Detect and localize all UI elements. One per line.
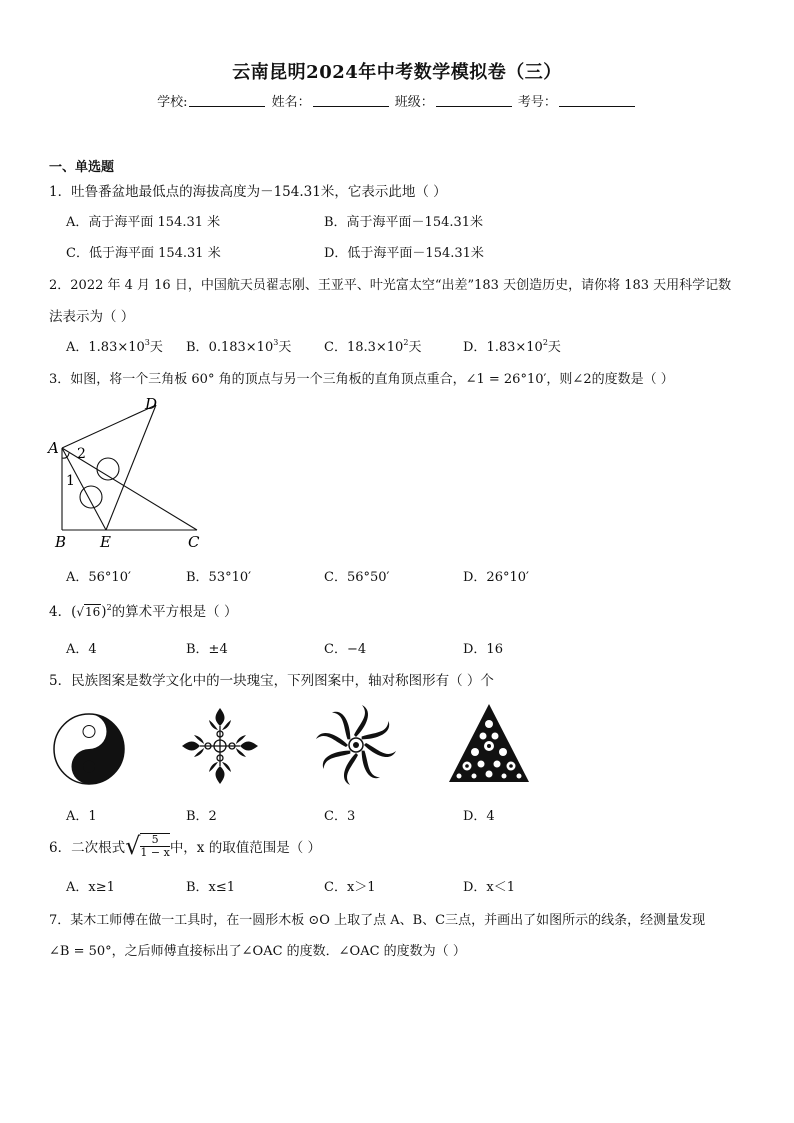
student-info-line — [0, 91, 794, 110]
q6-stem-suffix: 中，x 的取值范围是（ ） — [169, 840, 322, 856]
class-blank[interactable] — [436, 94, 512, 107]
q7-stem-line2: ∠B = 50°，之后师傅直接标出了∠OAC 的度数．∠OAC 的度数为（ ） — [49, 944, 466, 959]
q3-option-c[interactable]: C．56°50′ — [324, 570, 390, 585]
q2-option-d-base: 1.83×10 — [486, 340, 543, 355]
q3-stem: 3．如图，将一个三角板 60° 角的顶点与另一个三角板的直角顶点重合，∠1 = 26°10′，则∠2的度数是（ ） — [49, 372, 674, 387]
q3-triangle-figure — [44, 393, 214, 555]
q6-frac-den: 1 − x — [140, 846, 170, 859]
q1-stem: 1．吐鲁番盆地最低点的海拔高度为－154.31米，它表示此地（ ） — [49, 184, 447, 200]
q2-option-c-unit: 天 — [408, 340, 422, 355]
q5-option-b[interactable]: B．2 — [186, 809, 217, 824]
triangle-hole-upper — [97, 458, 119, 480]
q2-option-a[interactable] — [66, 336, 163, 355]
line-de — [106, 405, 156, 530]
q4-stem — [49, 600, 237, 620]
q4-radicand: 16 — [85, 605, 101, 619]
q1-option-a[interactable]: A．高于海平面 154.31 米 — [66, 215, 221, 230]
q4-option-a[interactable]: A．4 — [66, 642, 97, 657]
q1-option-b[interactable]: B．高于海平面－154.31米 — [324, 215, 484, 230]
q4-stem-suffix: 的算术平方根是（ ） — [111, 604, 238, 620]
q6-frac-num: 5 — [140, 834, 169, 847]
exam-title: 云南昆明2024年中考数学模拟卷（三） — [232, 62, 562, 83]
q2-option-d-label: D． — [463, 340, 487, 355]
q6-option-a[interactable]: A．x≥1 — [66, 880, 115, 895]
q2-option-b-base: 0.183×10 — [208, 340, 274, 355]
q2-option-d[interactable] — [463, 336, 561, 355]
name-blank[interactable] — [313, 94, 389, 107]
q4-stem-prefix: 4．( — [49, 604, 77, 620]
q4-exp: 2 — [106, 603, 112, 612]
q2-option-a-unit: 天 — [149, 340, 163, 355]
q5-stem: 5．民族图案是数学文化中的一块瑰宝，下列图案中，轴对称图形有（ ）个 — [49, 673, 494, 689]
q2-option-c-label: C． — [324, 340, 347, 355]
q2-option-c-base: 18.3×10 — [346, 340, 404, 355]
q2-option-c-exp: 2 — [403, 338, 409, 347]
school-label: 学校: — [157, 95, 188, 110]
q6-stem — [49, 832, 321, 860]
q2-option-b[interactable] — [186, 336, 291, 355]
q2-option-c[interactable] — [324, 336, 421, 355]
point-e-label: E — [100, 533, 111, 551]
point-a-label: A — [48, 439, 59, 457]
q2-option-d-exp: 2 — [542, 338, 548, 347]
q2-option-b-label: B． — [186, 340, 209, 355]
q1-option-c[interactable]: C．低于海平面 154.31 米 — [66, 246, 221, 261]
q3-option-b[interactable]: B．53°10′ — [186, 570, 252, 585]
exam-no-blank[interactable] — [559, 94, 635, 107]
point-b-label: B — [55, 533, 67, 551]
q2-option-a-label: A． — [66, 340, 89, 355]
class-label: 班级： — [394, 95, 434, 110]
q6-option-b[interactable]: B．x≤1 — [186, 880, 236, 895]
q5-option-a[interactable]: A．1 — [66, 809, 97, 824]
q2-option-d-unit: 天 — [547, 340, 561, 355]
q2-option-b-unit: 天 — [278, 340, 292, 355]
q6-radical — [125, 832, 170, 860]
q5-option-c[interactable]: C．3 — [324, 809, 356, 824]
spiral-flower-icon — [313, 702, 399, 788]
q2-stem-line2: 法表示为（ ） — [49, 309, 135, 325]
q3-option-d[interactable]: D．26°10′ — [463, 570, 529, 585]
q2-option-a-exp: 3 — [144, 338, 150, 347]
angle-1-label: 1 — [66, 473, 75, 489]
point-d-label: D — [145, 395, 158, 413]
q6-option-d[interactable]: D．x＜1 — [463, 880, 516, 895]
exam-no-label: 考号： — [517, 95, 557, 110]
q4-option-b[interactable]: B．±4 — [186, 642, 228, 657]
radical-icon: √ — [76, 605, 85, 619]
name-label: 姓名： — [271, 95, 311, 110]
triangle-hole-lower — [80, 486, 102, 508]
angle-2-label: 2 — [77, 446, 86, 462]
q5-option-d[interactable]: D．4 — [463, 809, 495, 824]
q1-option-d[interactable]: D．低于海平面－154.31米 — [324, 246, 484, 261]
q6-option-c[interactable]: C．x＞1 — [324, 880, 376, 895]
school-blank[interactable] — [189, 94, 265, 107]
q6-fraction — [140, 833, 169, 859]
radical-icon: √ — [125, 832, 141, 860]
q7-stem-line1: 7．某木工师傅在做一工具时，在一圆形木板 ⊙O 上取了点 A、B、C三点，并画出了如图所示的线条，经测量发现 — [49, 913, 706, 928]
q2-option-a-base: 1.83×10 — [88, 340, 145, 355]
point-c-label: C — [188, 533, 200, 551]
q4-paren-close: ) — [101, 604, 107, 620]
cross-flower-icon — [180, 706, 260, 786]
q3-option-a[interactable]: A．56°10′ — [66, 570, 131, 585]
section-title: 一、单选题 — [49, 160, 115, 175]
yin-yang-icon — [52, 712, 126, 786]
q4-option-c[interactable]: C．−4 — [324, 642, 367, 657]
q4-option-d[interactable]: D．16 — [463, 642, 503, 657]
q2-option-b-exp: 3 — [273, 338, 279, 347]
q6-stem-prefix: 6．二次根式 — [49, 840, 126, 856]
ornate-triangle-icon — [447, 702, 531, 784]
q2-stem-line1: 2．2022 年 4 月 16 日，中国航天员翟志刚、王亚平、叶光富太空“出差”183 天创造历史，请你将 183 天用科学记数 — [49, 278, 732, 293]
